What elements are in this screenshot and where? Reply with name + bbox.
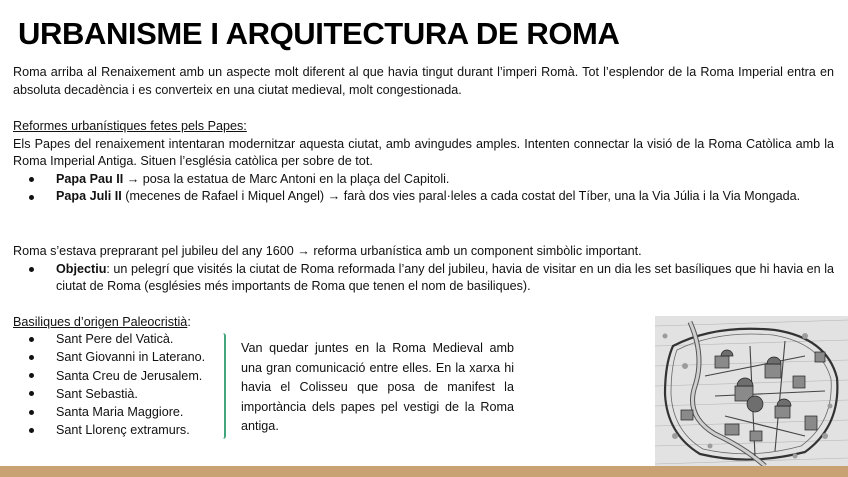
item-bold: Papa Pau II <box>56 171 124 186</box>
reformes-heading: Reformes urbanístiques fetes pels Papes: <box>13 119 247 133</box>
item-bold: Objectiu <box>56 261 107 276</box>
reformes-list <box>13 171 834 206</box>
list-item <box>13 261 834 296</box>
jubileu-body: Roma s’estava preprarant pel jubileu del any 1600 → reforma urbanística amb un component simbòlic important. <box>13 244 642 258</box>
list-item: Sant Llorenç extramurs. <box>13 421 223 439</box>
item-text: : un pelegrí que visités la ciutat de Roma reformada l’any del jubileu, havia de visitar en un dia les set basíliques que hi havia en la ciutat de Roma (esglésies més importants de Roma que tenen el nom de basiliques). <box>56 261 834 293</box>
list-item: Sant Pere del Vaticà. <box>13 330 223 348</box>
bracket-divider <box>220 333 226 439</box>
basiliques-list <box>13 330 223 440</box>
list-item: Sant Sebastià. <box>13 385 223 403</box>
list-item: Santa Creu de Jerusalem. <box>13 367 223 385</box>
item-text: (mecenes de Rafael i Miquel Angel) → farà dos vies paral·leles a cada costat del Tíber, una la Via Júlia i la Via Mongada. <box>121 189 801 203</box>
list-item: Sant Giovanni in Laterano. <box>13 348 223 366</box>
note-paragraph: Van quedar juntes en la Roma Medieval amb una gran comunicació entre elles. En la xarxa hi havia el Colisseu que posa de manifest la importància dels papes pel vestigi de la Roma antiga. <box>241 341 514 433</box>
list-item <box>13 188 834 206</box>
list-item <box>13 171 834 189</box>
jubileu-list <box>13 261 834 296</box>
reformes-body: Els Papes del renaixement intentaran modernitzar aquesta ciutat, amb avingudes amples. Intenten connectar la visió de la Roma Catòlica amb la Roma Imperial Antiga. Situen l’església catòlica per sobre de tot. <box>13 136 834 168</box>
basiliques-heading: Basiliques d’origen Paleocristià <box>13 315 188 329</box>
reformes-section <box>13 118 834 206</box>
intro-paragraph: Roma arriba al Renaixement amb un aspecte molt diferent al que havia tingut durant l’imperi Romà. Tot l’esplendor de la Roma Imperial entra en absoluta decadència i es converteix en una ciutat medieval, molt congestionada. <box>13 65 834 97</box>
list-item: Santa Maria Maggiore. <box>13 403 223 421</box>
jubileu-section <box>13 243 834 296</box>
heading-suffix: : <box>187 315 191 329</box>
page-title: URBANISME I ARQUITECTURA DE ROMA <box>18 16 620 51</box>
footer-bar <box>0 466 848 477</box>
engraved-map-of-rome-icon <box>655 316 848 466</box>
item-text: → posa la estatua de Marc Antoni en la plaça del Capitoli. <box>123 171 450 186</box>
item-bold: Papa Juli II <box>56 189 122 203</box>
